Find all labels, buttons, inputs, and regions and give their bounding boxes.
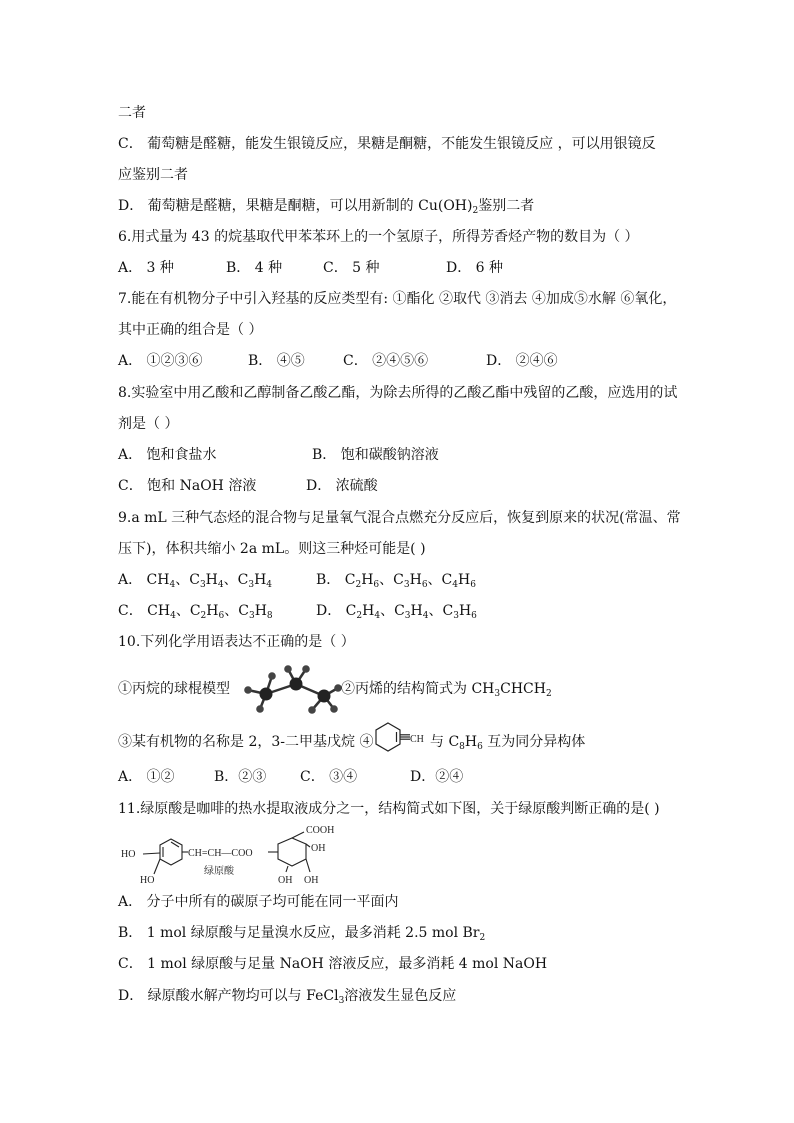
propane-ball-stick-model <box>238 664 344 716</box>
phenylacetylene-structure <box>374 720 430 764</box>
formula-text: H <box>458 603 472 619</box>
formula-text: 、C <box>427 572 453 588</box>
text: 鉴别二者 <box>478 198 535 214</box>
question-6: 6.用式量为 43 的烷基取代甲苯苯环上的一个氢原子，所得芳香烃产物的数目为（ ） <box>118 229 639 245</box>
formula-text: A． CH <box>118 572 170 588</box>
option-c: C． 1 mol 绿原酸与足量 NaOH 溶液反应，最多消耗 4 mol NaOH <box>118 956 548 972</box>
subscript: 4 <box>169 580 176 590</box>
text: 与 C <box>430 734 460 750</box>
formula-text: C． CH <box>118 603 171 619</box>
subscript: 3 <box>453 611 459 621</box>
option-a: A． ①②③⑥ <box>118 353 203 369</box>
subscript: 6 <box>218 611 225 621</box>
option-c: C． 5 种 <box>323 260 380 276</box>
formula-text: B． C <box>316 572 356 588</box>
subscript: 2 <box>472 206 479 216</box>
subscript: 8 <box>266 611 273 621</box>
option-b: B． 饱和碳酸钠溶液 <box>312 447 439 463</box>
formula-text: 、C <box>223 572 249 588</box>
chlorogenic-acid-structure <box>118 822 350 886</box>
oh-label: OH <box>311 843 326 854</box>
subscript: 2 <box>200 611 207 621</box>
oh-label: OH <box>304 875 319 886</box>
formula-text: 、C <box>224 603 249 619</box>
option-b <box>316 571 476 589</box>
option-a: A． 3 种 <box>118 260 174 276</box>
question-9: 9.a mL 三种气态烃的混合物与足量氧气混合点燃充分反应后，恢复到原来的状况(常温、常 <box>118 510 681 526</box>
subscript: 3 <box>338 996 345 1006</box>
text-line: 压下)，体积共缩小 2a mL。则这三种烃可能是( ) <box>118 541 426 557</box>
text-line: 应鉴别二者 <box>118 167 188 183</box>
option-d <box>316 602 477 620</box>
subscript: 4 <box>217 580 224 590</box>
text-line: 其中正确的组合是（ ） <box>118 322 263 338</box>
text: D． 葡萄糖是醛糖，果糖是酮糖，可以用新制的 Cu(OH) <box>118 198 473 214</box>
option-d: D．②④ <box>410 769 464 785</box>
cooh-label: COOH <box>306 825 335 836</box>
text: H <box>464 734 478 750</box>
formula-text: 、C <box>379 572 404 588</box>
subscript: 6 <box>421 580 428 590</box>
chain-label: CH=CH—COO <box>188 848 253 859</box>
subscript: 2 <box>479 933 486 943</box>
option-a: A． ①② <box>118 769 175 785</box>
text: 互为同分异构体 <box>482 734 586 750</box>
formula-text: 、C <box>175 603 201 619</box>
subscript: 6 <box>373 580 380 590</box>
option-c: C． ③④ <box>300 769 358 785</box>
option-c <box>118 602 273 620</box>
subscript: 2 <box>545 689 552 699</box>
compound-name: 绿原酸 <box>204 866 234 877</box>
subscript: 4 <box>374 611 381 621</box>
formula-text: H <box>205 572 218 588</box>
formula-text: H <box>409 572 422 588</box>
formula-text: H <box>362 603 375 619</box>
subscript: 6 <box>470 580 476 590</box>
ho-label: HO <box>140 875 155 886</box>
subscript: 3 <box>404 611 411 621</box>
formula-text: 、C <box>175 572 200 588</box>
option-d <box>118 197 534 215</box>
question-10: 10.下列化学用语表达不正确的是（ ） <box>118 634 355 650</box>
text-line: 剂是（ ） <box>118 416 179 432</box>
text-line: ①丙烷的球棍模型 <box>118 681 230 697</box>
ho-label: HO <box>121 849 136 860</box>
option-c: C． 葡萄糖是醛糖，能发生银镜反应，果糖是酮糖，不能发生银镜反应 ，可以用银镜反 <box>118 136 656 152</box>
subscript: 3 <box>199 580 206 590</box>
question-7: 7.能在有机物分子中引入羟基的反应类型有: ①酯化 ②取代 ③消去 ④加成⑤水解 ⑥氧化， <box>118 291 677 307</box>
formula-text: H <box>254 572 267 588</box>
ch-label: CH <box>410 734 424 745</box>
subscript: 4 <box>452 580 458 590</box>
option-b: B．②③ <box>214 769 267 785</box>
subscript: 6 <box>471 611 477 621</box>
question-11: 11.绿原酸是咖啡的热水提取液成分之一，结构简式如下图，关于绿原酸判断正确的是( ) <box>118 801 660 817</box>
text-line: ③某有机物的名称是 2，3-二甲基戊烷 ④ <box>118 734 374 750</box>
text-line: 二者 <box>118 105 146 121</box>
formula-text: H <box>410 603 423 619</box>
text: ②丙烯的结构简式为 CH <box>341 681 495 697</box>
option-c: C． 饱和 NaOH 溶液 <box>118 478 257 494</box>
subscript: 4 <box>422 611 429 621</box>
text: 溶液发生显色反应 <box>344 988 457 1004</box>
formula-text: H <box>206 603 219 619</box>
option-c: C． ②④⑤⑥ <box>343 353 429 369</box>
subscript: 3 <box>248 580 255 590</box>
text-line <box>430 733 585 751</box>
subscript: 3 <box>494 689 501 699</box>
option-a: A． 饱和食盐水 <box>118 447 217 463</box>
question-8: 8.实验室中用乙酸和乙醇制备乙酸乙酯，为除去所得的乙酸乙酯中残留的乙酸，应选用的试 <box>118 385 678 401</box>
subscript: 6 <box>477 742 483 752</box>
formula-text: D． C <box>316 603 357 619</box>
text: B． 1 mol 绿原酸与足量溴水反应，最多消耗 2.5 mol Br <box>118 925 480 941</box>
formula-text: H <box>254 603 267 619</box>
subscript: 4 <box>266 580 273 590</box>
option-b <box>118 924 485 942</box>
formula-text: H <box>361 572 374 588</box>
option-d: D． ②④⑥ <box>486 353 558 369</box>
subscript: 2 <box>355 580 362 590</box>
text: D． 绿原酸水解产物均可以与 FeCl <box>118 988 339 1004</box>
text-line <box>341 680 552 698</box>
option-b: B． 4 种 <box>226 260 283 276</box>
text: CHCH <box>500 681 546 697</box>
formula-text: 、C <box>428 603 454 619</box>
subscript: 3 <box>403 580 410 590</box>
option-a <box>118 571 272 589</box>
option-d: D． 浓硫酸 <box>306 478 378 494</box>
option-d: D． 6 种 <box>446 260 504 276</box>
formula-text: H <box>458 572 471 588</box>
option-b: B． ④⑤ <box>248 353 305 369</box>
formula-text: 、C <box>380 603 405 619</box>
option-d <box>118 987 456 1005</box>
option-a: A． 分子中所有的碳原子均可能在同一平面内 <box>118 894 399 910</box>
subscript: 2 <box>356 611 363 621</box>
subscript: 4 <box>170 611 176 621</box>
oh-label: OH <box>278 875 293 886</box>
subscript: 3 <box>248 611 255 621</box>
subscript: 8 <box>459 742 465 752</box>
